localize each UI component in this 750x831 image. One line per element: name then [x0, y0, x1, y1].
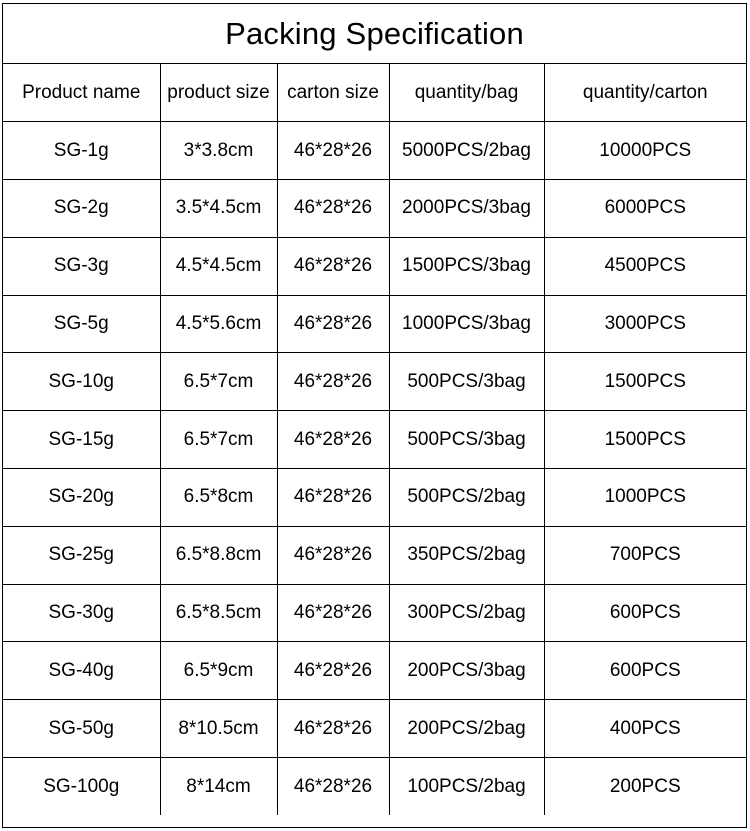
cell-carton-size: 46*28*26 [277, 122, 389, 180]
cell-quantity-carton: 600PCS [544, 642, 746, 700]
cell-quantity-bag: 500PCS/3bag [389, 411, 544, 469]
cell-quantity-bag: 1000PCS/3bag [389, 295, 544, 353]
cell-quantity-bag: 2000PCS/3bag [389, 180, 544, 238]
cell-quantity-bag: 500PCS/3bag [389, 353, 544, 411]
cell-product-size: 6.5*7cm [160, 353, 277, 411]
packing-spec-sheet [2, 3, 747, 828]
cell-product-name: SG-15g [3, 411, 160, 469]
cell-quantity-carton: 10000PCS [544, 122, 746, 180]
cell-quantity-carton: 4500PCS [544, 237, 746, 295]
packing-table [3, 64, 746, 815]
cell-quantity-bag: 5000PCS/2bag [389, 122, 544, 180]
cell-carton-size: 46*28*26 [277, 295, 389, 353]
cell-product-size: 6.5*8.5cm [160, 584, 277, 642]
cell-quantity-carton: 1500PCS [544, 353, 746, 411]
cell-quantity-bag: 100PCS/2bag [389, 758, 544, 816]
cell-product-size: 6.5*8cm [160, 469, 277, 527]
header-row [3, 64, 746, 122]
cell-product-name: SG-20g [3, 469, 160, 527]
header-product-size: product size [160, 64, 277, 122]
table-row [3, 122, 746, 180]
cell-carton-size: 46*28*26 [277, 180, 389, 238]
table-row [3, 469, 746, 527]
table-row [3, 700, 746, 758]
cell-product-name: SG-25g [3, 526, 160, 584]
header-product-name: Product name [22, 81, 141, 103]
cell-quantity-bag: 500PCS/2bag [389, 469, 544, 527]
cell-product-size: 6.5*8.8cm [160, 526, 277, 584]
cell-product-name: SG-3g [3, 237, 160, 295]
header-quantity-carton: quantity/carton [544, 64, 746, 122]
cell-product-name: SG-2g [3, 180, 160, 238]
table-row [3, 642, 746, 700]
cell-quantity-carton: 1500PCS [544, 411, 746, 469]
cell-product-size: 8*10.5cm [160, 700, 277, 758]
header-quantity-bag: quantity/bag [389, 64, 544, 122]
cell-product-name: SG-50g [3, 700, 160, 758]
table-row [3, 353, 746, 411]
cell-product-name: SG-5g [3, 295, 160, 353]
cell-product-size: 6.5*9cm [160, 642, 277, 700]
table-row [3, 411, 746, 469]
cell-carton-size: 46*28*26 [277, 237, 389, 295]
cell-carton-size: 46*28*26 [277, 469, 389, 527]
cell-carton-size: 46*28*26 [277, 411, 389, 469]
cell-product-name: SG-100g [3, 758, 160, 816]
cell-quantity-carton: 700PCS [544, 526, 746, 584]
cell-carton-size: 46*28*26 [277, 700, 389, 758]
cell-quantity-carton: 6000PCS [544, 180, 746, 238]
cell-quantity-carton: 600PCS [544, 584, 746, 642]
cell-product-size: 3.5*4.5cm [160, 180, 277, 238]
cell-product-name: SG-10g [3, 353, 160, 411]
table-row [3, 295, 746, 353]
cell-carton-size: 46*28*26 [277, 353, 389, 411]
cell-quantity-carton: 3000PCS [544, 295, 746, 353]
header-carton-size: carton size [277, 64, 389, 122]
cell-product-name: SG-30g [3, 584, 160, 642]
table-row [3, 237, 746, 295]
cell-quantity-bag: 300PCS/2bag [389, 584, 544, 642]
cell-product-size: 6.5*7cm [160, 411, 277, 469]
cell-carton-size: 46*28*26 [277, 758, 389, 816]
cell-quantity-bag: 1500PCS/3bag [389, 237, 544, 295]
cell-product-name: SG-40g [3, 642, 160, 700]
table-row [3, 584, 746, 642]
table-row [3, 526, 746, 584]
cell-quantity-bag: 350PCS/2bag [389, 526, 544, 584]
table-row [3, 180, 746, 238]
cell-carton-size: 46*28*26 [277, 526, 389, 584]
cell-product-size: 4.5*4.5cm [160, 237, 277, 295]
cell-product-name: SG-1g [3, 122, 160, 180]
cell-quantity-carton: 200PCS [544, 758, 746, 816]
table-row [3, 758, 746, 816]
cell-quantity-carton: 1000PCS [544, 469, 746, 527]
cell-product-size: 8*14cm [160, 758, 277, 816]
cell-carton-size: 46*28*26 [277, 584, 389, 642]
cell-quantity-bag: 200PCS/2bag [389, 700, 544, 758]
cell-quantity-carton: 400PCS [544, 700, 746, 758]
page-title: Packing Specification [3, 4, 746, 64]
cell-product-size: 4.5*5.6cm [160, 295, 277, 353]
cell-quantity-bag: 200PCS/3bag [389, 642, 544, 700]
cell-carton-size: 46*28*26 [277, 642, 389, 700]
cell-product-size: 3*3.8cm [160, 122, 277, 180]
